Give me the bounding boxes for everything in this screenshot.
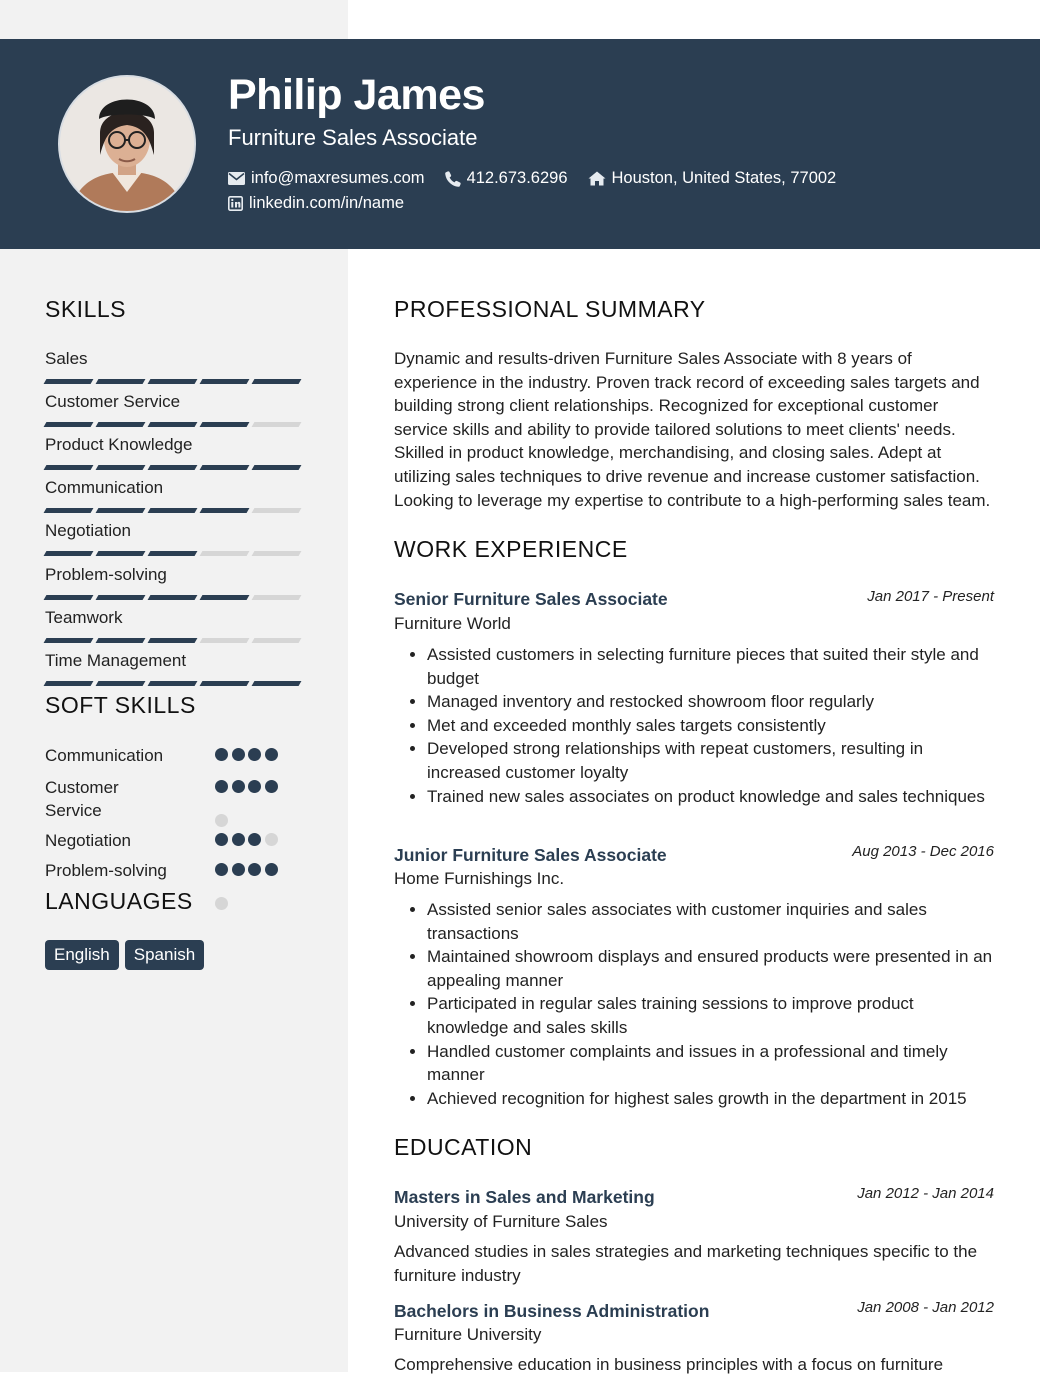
skills-title: SKILLS [45, 296, 126, 322]
linkedin-row [228, 194, 424, 213]
soft-skill-dot [215, 814, 228, 827]
linkedin-item[interactable] [228, 194, 404, 213]
skill-level-segment [44, 422, 94, 427]
bullet-item: • Handled customer complaints and issues in a professional and timely manner [427, 1040, 994, 1087]
education-description-2: Comprehensive education in business principles with a focus on furniture [394, 1355, 944, 1374]
soft-skill-dots [215, 863, 290, 931]
degree-dates-2: Jan 2008 - Jan 2012 [857, 1299, 994, 1316]
experience-title: WORK EXPERIENCE [394, 536, 628, 562]
skill-level-segment [148, 508, 198, 513]
job-bullets-1 [394, 643, 994, 808]
skill-level-segment [96, 508, 146, 513]
skill-level-segment [96, 595, 146, 600]
skill-name: Negotiation [45, 521, 132, 540]
soft-skill-name: Customer Service [45, 778, 119, 820]
skill-level-bars [45, 465, 305, 470]
degree-dates-1: Jan 2012 - Jan 2014 [857, 1185, 994, 1202]
bullet-item: • Participated in regular sales training sessions to improve product knowledge and sales skills [427, 992, 994, 1039]
skill-level-segment [44, 508, 94, 513]
soft-skill-dot [265, 748, 278, 761]
linkedin-icon [228, 196, 243, 211]
resume-header [0, 39, 1040, 249]
soft-skill-name: Negotiation [45, 831, 132, 850]
skill-name: Product Knowledge [45, 435, 193, 454]
location-item [588, 169, 837, 188]
skill-level-segment [200, 465, 250, 470]
skill-level-segment [148, 681, 198, 686]
skill-level-segment [44, 551, 94, 556]
skill-name: Communication [45, 478, 164, 497]
skill-level-bars [45, 638, 305, 643]
summary-title: PROFESSIONAL SUMMARY [394, 296, 706, 322]
degree-1: Masters in Sales and Marketing [394, 1187, 655, 1207]
soft-skill-dot [215, 748, 228, 761]
school-2: Furniture University [394, 1325, 542, 1344]
skill-level-segment [252, 508, 302, 513]
soft-skill-dot [215, 780, 228, 793]
skill-level-segment [200, 508, 250, 513]
soft-skill-dot [248, 748, 261, 761]
skill-level-segment [148, 379, 198, 384]
job-bullets-2 [394, 898, 994, 1110]
skill-level-segment [148, 422, 198, 427]
skill-level-bars [45, 551, 305, 556]
soft-skill-dot [215, 897, 228, 910]
phone-icon [445, 171, 461, 187]
language-badge: Spanish [125, 940, 204, 970]
skill-level-bars [45, 508, 305, 513]
job-title-2: Junior Furniture Sales Associate [394, 845, 667, 865]
bullet-item: • Managed inventory and restocked showroom floor regularly [427, 690, 994, 714]
skill-level-segment [96, 681, 146, 686]
skill-item [45, 435, 305, 470]
soft-skill-dot [232, 748, 245, 761]
job-dates-2: Aug 2013 - Dec 2016 [852, 843, 994, 860]
soft-skill-dot [248, 833, 261, 846]
skill-level-segment [252, 551, 302, 556]
soft-skill-dot [265, 780, 278, 793]
job-title: Furniture Sales Associate [228, 125, 478, 150]
skill-level-segment [252, 595, 302, 600]
soft-skill-dot [265, 833, 278, 846]
skill-item [45, 565, 305, 600]
skill-item [45, 651, 305, 686]
skill-level-segment [200, 595, 250, 600]
home-icon [588, 171, 606, 186]
linkedin-text: linkedin.com/in/name [249, 194, 404, 212]
skill-name: Problem-solving [45, 565, 167, 584]
skill-name: Teamwork [45, 608, 123, 627]
soft-skill-dot [232, 780, 245, 793]
skill-level-segment [148, 465, 198, 470]
skill-level-segment [148, 551, 198, 556]
job-title-1: Senior Furniture Sales Associate [394, 589, 668, 609]
languages-list [45, 940, 210, 970]
skill-item [45, 392, 305, 427]
skill-level-bars [45, 681, 305, 686]
school-1: University of Furniture Sales [394, 1212, 608, 1231]
skill-level-segment [44, 681, 94, 686]
skill-item [45, 608, 305, 643]
bullet-item: • Met and exceeded monthly sales targets consistently [427, 714, 994, 738]
avatar [58, 75, 196, 213]
skill-level-segment [96, 379, 146, 384]
bullet-item: • Assisted senior sales associates with customer inquiries and sales transactions [427, 898, 994, 945]
education-title: EDUCATION [394, 1134, 533, 1160]
skill-level-segment [252, 681, 302, 686]
phone-text: 412.673.6296 [466, 169, 568, 187]
skill-level-bars [45, 379, 305, 384]
skill-level-segment [148, 595, 198, 600]
skill-level-segment [44, 638, 94, 643]
soft-skill-dot [248, 863, 261, 876]
bullet-item: • Developed strong relationships with repeat customers, resulting in increased customer loyalty [427, 737, 994, 784]
skill-level-segment [148, 638, 198, 643]
skill-level-segment [96, 465, 146, 470]
email-item[interactable] [228, 169, 425, 188]
candidate-name: Philip James [228, 71, 485, 119]
bullet-item: • Trained new sales associates on product knowledge and sales techniques [427, 785, 994, 809]
phone-item[interactable] [445, 169, 568, 188]
skill-level-segment [200, 551, 250, 556]
degree-2: Bachelors in Business Administration [394, 1301, 710, 1321]
envelope-icon [228, 172, 245, 185]
bullet-item: • Assisted customers in selecting furniture pieces that suited their style and budget [427, 643, 994, 690]
languages-title: LANGUAGES [45, 888, 193, 914]
soft-skill-name: Problem-solving [45, 861, 167, 880]
skill-level-segment [96, 638, 146, 643]
skill-level-segment [252, 379, 302, 384]
skill-level-segment [200, 422, 250, 427]
skill-level-segment [200, 638, 250, 643]
skill-item [45, 478, 305, 513]
profile-photo [60, 77, 194, 211]
education-description-1: Advanced studies in sales strategies and marketing techniques specific to the furniture industry [394, 1242, 978, 1285]
soft-skill-dot [215, 833, 228, 846]
soft-skill-dot [232, 863, 245, 876]
skill-item [45, 349, 305, 384]
skill-level-bars [45, 595, 305, 600]
bullet-item: • Achieved recognition for highest sales growth in the department in 2015 [427, 1087, 994, 1111]
skill-level-segment [44, 595, 94, 600]
skill-level-segment [44, 379, 94, 384]
job-dates-1: Jan 2017 - Present [867, 588, 994, 605]
skill-level-segment [252, 465, 302, 470]
soft-skill-name: Communication [45, 746, 164, 765]
skill-level-bars [45, 422, 305, 427]
skill-level-segment [252, 638, 302, 643]
soft-skill-dot [232, 833, 245, 846]
soft-skill-dot [265, 863, 278, 876]
email-text: info@maxresumes.com [251, 169, 425, 187]
skill-name: Sales [45, 349, 88, 368]
soft-skills-title: SOFT SKILLS [45, 692, 196, 718]
summary-text: Dynamic and results-driven Furniture Sales Associate with 8 years of experience in the industry. Proven track record of exceeding sales targets and building strong client relationships. Recognized for exceptional customer service skills and ability to provide tailored solutions to meet clients' needs. Skilled in product knowledge, merchandising, and closing sales. Adept at utilizing sales techniques to drive revenue and increase customer satisfaction. Looking to leverage my expertise to contribute to a high-performing sales team. [394, 349, 991, 510]
skill-level-segment [200, 379, 250, 384]
skill-level-segment [252, 422, 302, 427]
soft-skill-dots [215, 833, 290, 867]
soft-skill-dot [215, 863, 228, 876]
skill-name: Customer Service [45, 392, 181, 411]
skill-level-segment [96, 551, 146, 556]
contact-row [228, 169, 856, 188]
skill-level-segment [96, 422, 146, 427]
skill-item [45, 521, 305, 556]
job-company-2: Home Furnishings Inc. [394, 869, 565, 888]
skill-level-segment [200, 681, 250, 686]
location-text: Houston, United States, 77002 [611, 169, 837, 187]
skill-name: Time Management [45, 651, 187, 670]
soft-skill-dot [248, 780, 261, 793]
bullet-item: • Maintained showroom displays and ensured products were presented in an appealing manner [427, 945, 994, 992]
language-badge: English [45, 940, 119, 970]
soft-skill-dots [215, 748, 290, 782]
skill-level-segment [44, 465, 94, 470]
job-company-1: Furniture World [394, 614, 511, 633]
